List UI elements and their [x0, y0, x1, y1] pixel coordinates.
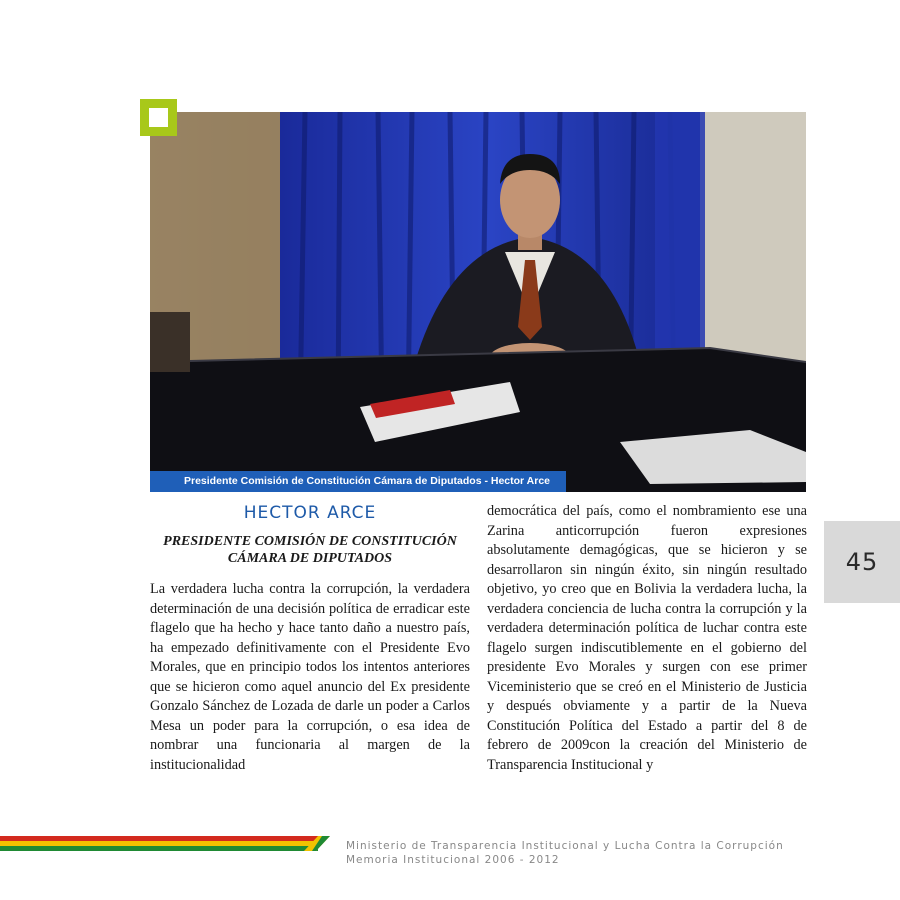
body-column-left: La verdadera lucha contra la corrupción, la verdadera determinación de una decisión política de erradicar este flagelo que ha hecho y hace tanto daño a nuestro país, ha empezado definitivamente con el Presidente Evo Morales, que en principio todos los intentos anteriores que se hicieron como aquel anuncio del Ex presidente Gonzalo Sánchez de Lozada de darle un poder a Carlos Mesa un poder para la corrupción, o esa idea de nombrar una funcionaria al margen de la institucionalidad — [150, 581, 470, 773]
corner-mark-icon — [140, 99, 177, 136]
footer-line-1: Ministerio de Transparencia Institucional y Lucha Contra la Corrupción — [346, 840, 784, 852]
footer-line-2: Memoria Institucional 2006 - 2012 — [346, 854, 560, 866]
subtitle-line-1: PRESIDENTE COMISIÓN DE CONSTITUCIÓN — [163, 534, 457, 549]
footer — [346, 839, 784, 867]
body-column-right: democrática del país, como el nombramiento ese una Zarina anticorrupción fueron expresiones absolutamente demagógicas, que se hicieron y se desarrollaron sin ningún éxito, sin ningún resultado objetivo, yo creo que en Bolivia la verdadera lucha, la verdadera conciencia de lucha contra la corrupción y la verdadera determinación política de luchar contra este flagelo surgen indiscutiblemente en el gobierno del presidente Evo Morales y surgen con ese primer Viceministerio que se creó en el Ministerio de Justicia y después obviamente y a partir de la Nueva Constitución Política del Estado a partir del 8 de febrero de 2009con la creación del Ministerio de Transparencia Institucional y — [487, 503, 807, 773]
photo-illustration — [150, 112, 806, 492]
subtitle-line-2: CÁMARA DE DIPUTADOS — [227, 551, 393, 566]
page-number: 45 — [824, 521, 900, 603]
article-subtitle — [150, 533, 470, 567]
portrait-photo — [150, 112, 806, 492]
article-title: HECTOR ARCE — [243, 503, 377, 523]
flag-stripes-icon — [0, 836, 330, 852]
photo-caption: Presidente Comisión de Constitución Cámara de Diputados - Hector Arce — [150, 471, 566, 492]
